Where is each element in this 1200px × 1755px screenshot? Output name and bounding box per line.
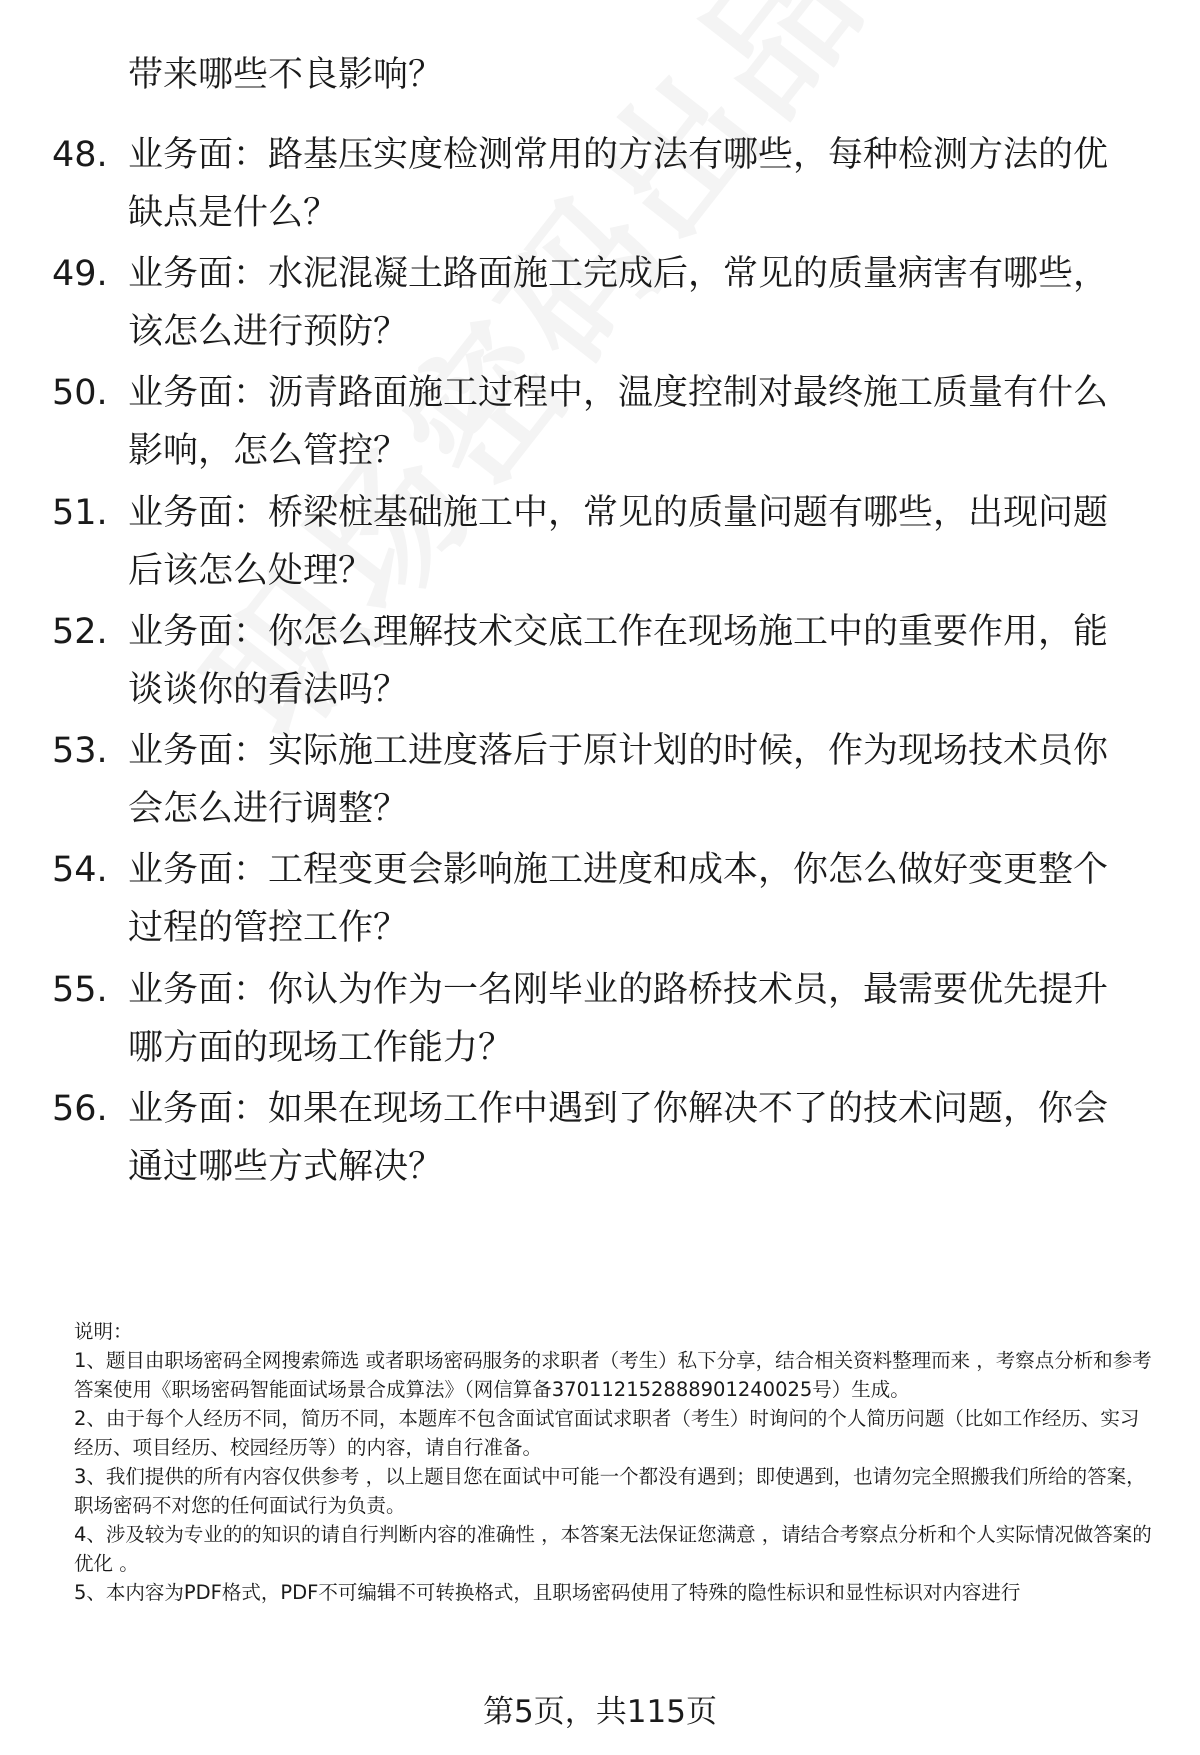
question-text: 业务面：你怎么理解技术交底工作在现场施工中的重要作用，能谈谈你的看法吗？: [128, 612, 1109, 710]
question-number: 51.: [52, 493, 108, 533]
question-text: 业务面：如果在现场工作中遇到了你解决不了的技术问题，你会通过哪些方式解决？: [128, 1089, 1109, 1187]
note-item: 5、本内容为PDF格式，PDF不可编辑不可转换格式，且职场密码使用了特殊的隐性标识和显性标识对内容进行: [74, 1581, 1021, 1604]
page-number-footer: 第5页，共115页: [483, 1694, 717, 1730]
question-number: 53.: [52, 731, 108, 771]
question-text: 业务面：沥青路面施工过程中，温度控制对最终施工质量有什么影响，怎么管控？: [128, 373, 1109, 471]
question-text: 业务面：路基压实度检测常用的方法有哪些，每种检测方法的优缺点是什么？: [128, 135, 1109, 233]
question-text: 业务面：实际施工进度落后于原计划的时候，作为现场技术员你会怎么进行调整？: [128, 731, 1109, 829]
continuation-text: 带来哪些不良影响？: [128, 55, 444, 95]
question-text: 业务面：你认为作为一名刚毕业的路桥技术员，最需要优先提升哪方面的现场工作能力？: [128, 970, 1109, 1068]
question-text: 业务面：水泥混凝土路面施工完成后，常见的质量病害有哪些，该怎么进行预防？: [128, 254, 1109, 352]
note-item: 1、题目由职场密码全网搜索筛选 或者职场密码服务的求职者（考生）私下分享，结合相关资料整理而来 ，考察点分析和参考答案使用《职场密码智能面试场景合成算法》（网信算备370112152888901240025号）生成。: [74, 1349, 1152, 1401]
notes-title: 说明：: [74, 1320, 133, 1343]
note-item: 2、由于每个人经历不同，简历不同，本题库不包含面试官面试求职者（考生）时询问的个人简历问题（比如工作经历、实习经历、项目经历、校园经历等）的内容，请自行准备。: [74, 1407, 1140, 1459]
question-number: 48.: [52, 135, 108, 175]
question-number: 56.: [52, 1089, 108, 1129]
question-text: 业务面：工程变更会影响施工进度和成本，你怎么做好变更整个过程的管控工作？: [128, 850, 1109, 948]
question-text: 业务面：桥梁桩基础施工中，常见的质量问题有哪些，出现问题后该怎么处理？: [128, 493, 1109, 591]
note-item: 3、我们提供的所有内容仅供参考 ，以上题目您在面试中可能一个都没有遇到；即使遇到，也请勿完全照搬我们所给的答案，职场密码不对您的任何面试行为负责。: [74, 1465, 1146, 1517]
notes-section: [74, 1317, 1154, 1607]
question-number: 50.: [52, 373, 108, 413]
question-number: 55.: [52, 970, 108, 1010]
question-number: 54.: [52, 850, 108, 890]
question-number: 49.: [52, 254, 108, 294]
note-item: 4、涉及较为专业的的知识的请自行判断内容的准确性 ，本答案无法保证您满意 ，请结合考察点分析和个人实际情况做答案的优化 。: [74, 1523, 1152, 1575]
question-number: 52.: [52, 612, 108, 652]
